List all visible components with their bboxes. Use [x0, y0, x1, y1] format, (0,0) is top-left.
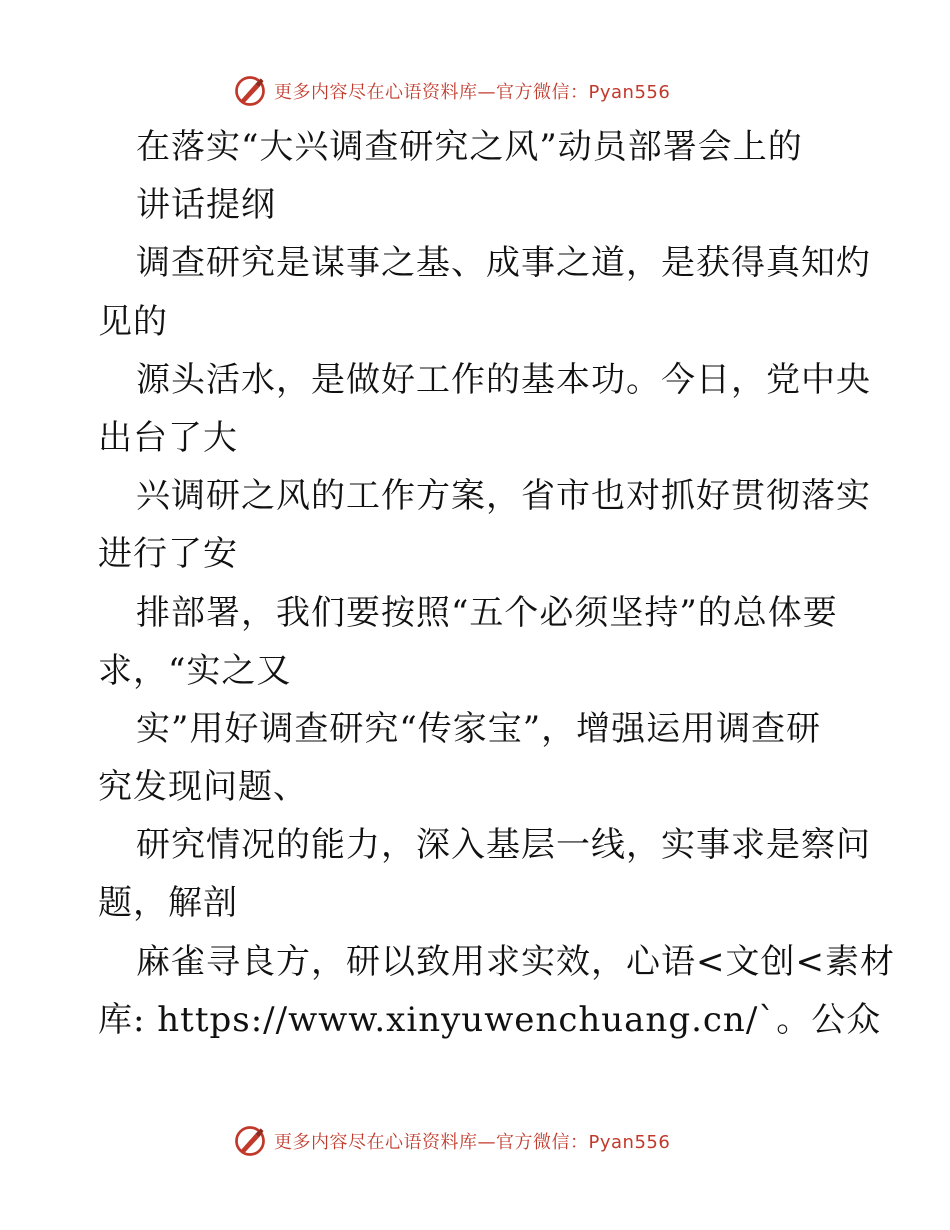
doc-line: 进行了安 [98, 534, 238, 575]
doc-line: 研究情况的能力，深入基层一线，实事求是察问 [136, 825, 871, 866]
doc-line: 实”用好调查研究“传家宝”，增强运用调查研 [136, 708, 822, 749]
doc-line: 麻雀寻良方，研以致用求实效，心语<文创<素材 [136, 941, 895, 982]
footer-watermark [232, 1122, 732, 1160]
pen-logo-icon [232, 73, 268, 109]
document-body [98, 118, 895, 1049]
doc-line: 在落实“大兴调查研究之风”动员部署会上的 [136, 127, 803, 167]
doc-line: 讲话提纲 [136, 185, 276, 226]
doc-line: 见的 [98, 301, 168, 342]
pen-logo-icon [232, 1123, 268, 1159]
header-watermark-text: 更多内容尽在心语资料库—官方微信：Pyan556 [274, 82, 671, 103]
doc-line: 究发现问题、 [98, 767, 308, 808]
doc-line: 兴调研之风的工作方案，省市也对抓好贯彻落实 [136, 476, 871, 517]
doc-line: 排部署，我们要按照“五个必须坚持”的总体要 [136, 592, 838, 633]
doc-line: 出台了大 [98, 417, 238, 458]
doc-line: 调查研究是谋事之基、成事之道，是获得真知灼 [136, 243, 871, 284]
doc-line: 源头活水，是做好工作的基本功。今日，党中央 [136, 359, 871, 400]
doc-line: 库: https://www.xinyuwenchuang.cn/`。公众 [98, 999, 882, 1040]
doc-line: 题，解剖 [98, 883, 238, 924]
doc-line: 求，“实之又 [98, 650, 292, 691]
footer-watermark-text: 更多内容尽在心语资料库—官方微信：Pyan556 [274, 1132, 671, 1153]
header-watermark [232, 72, 732, 110]
